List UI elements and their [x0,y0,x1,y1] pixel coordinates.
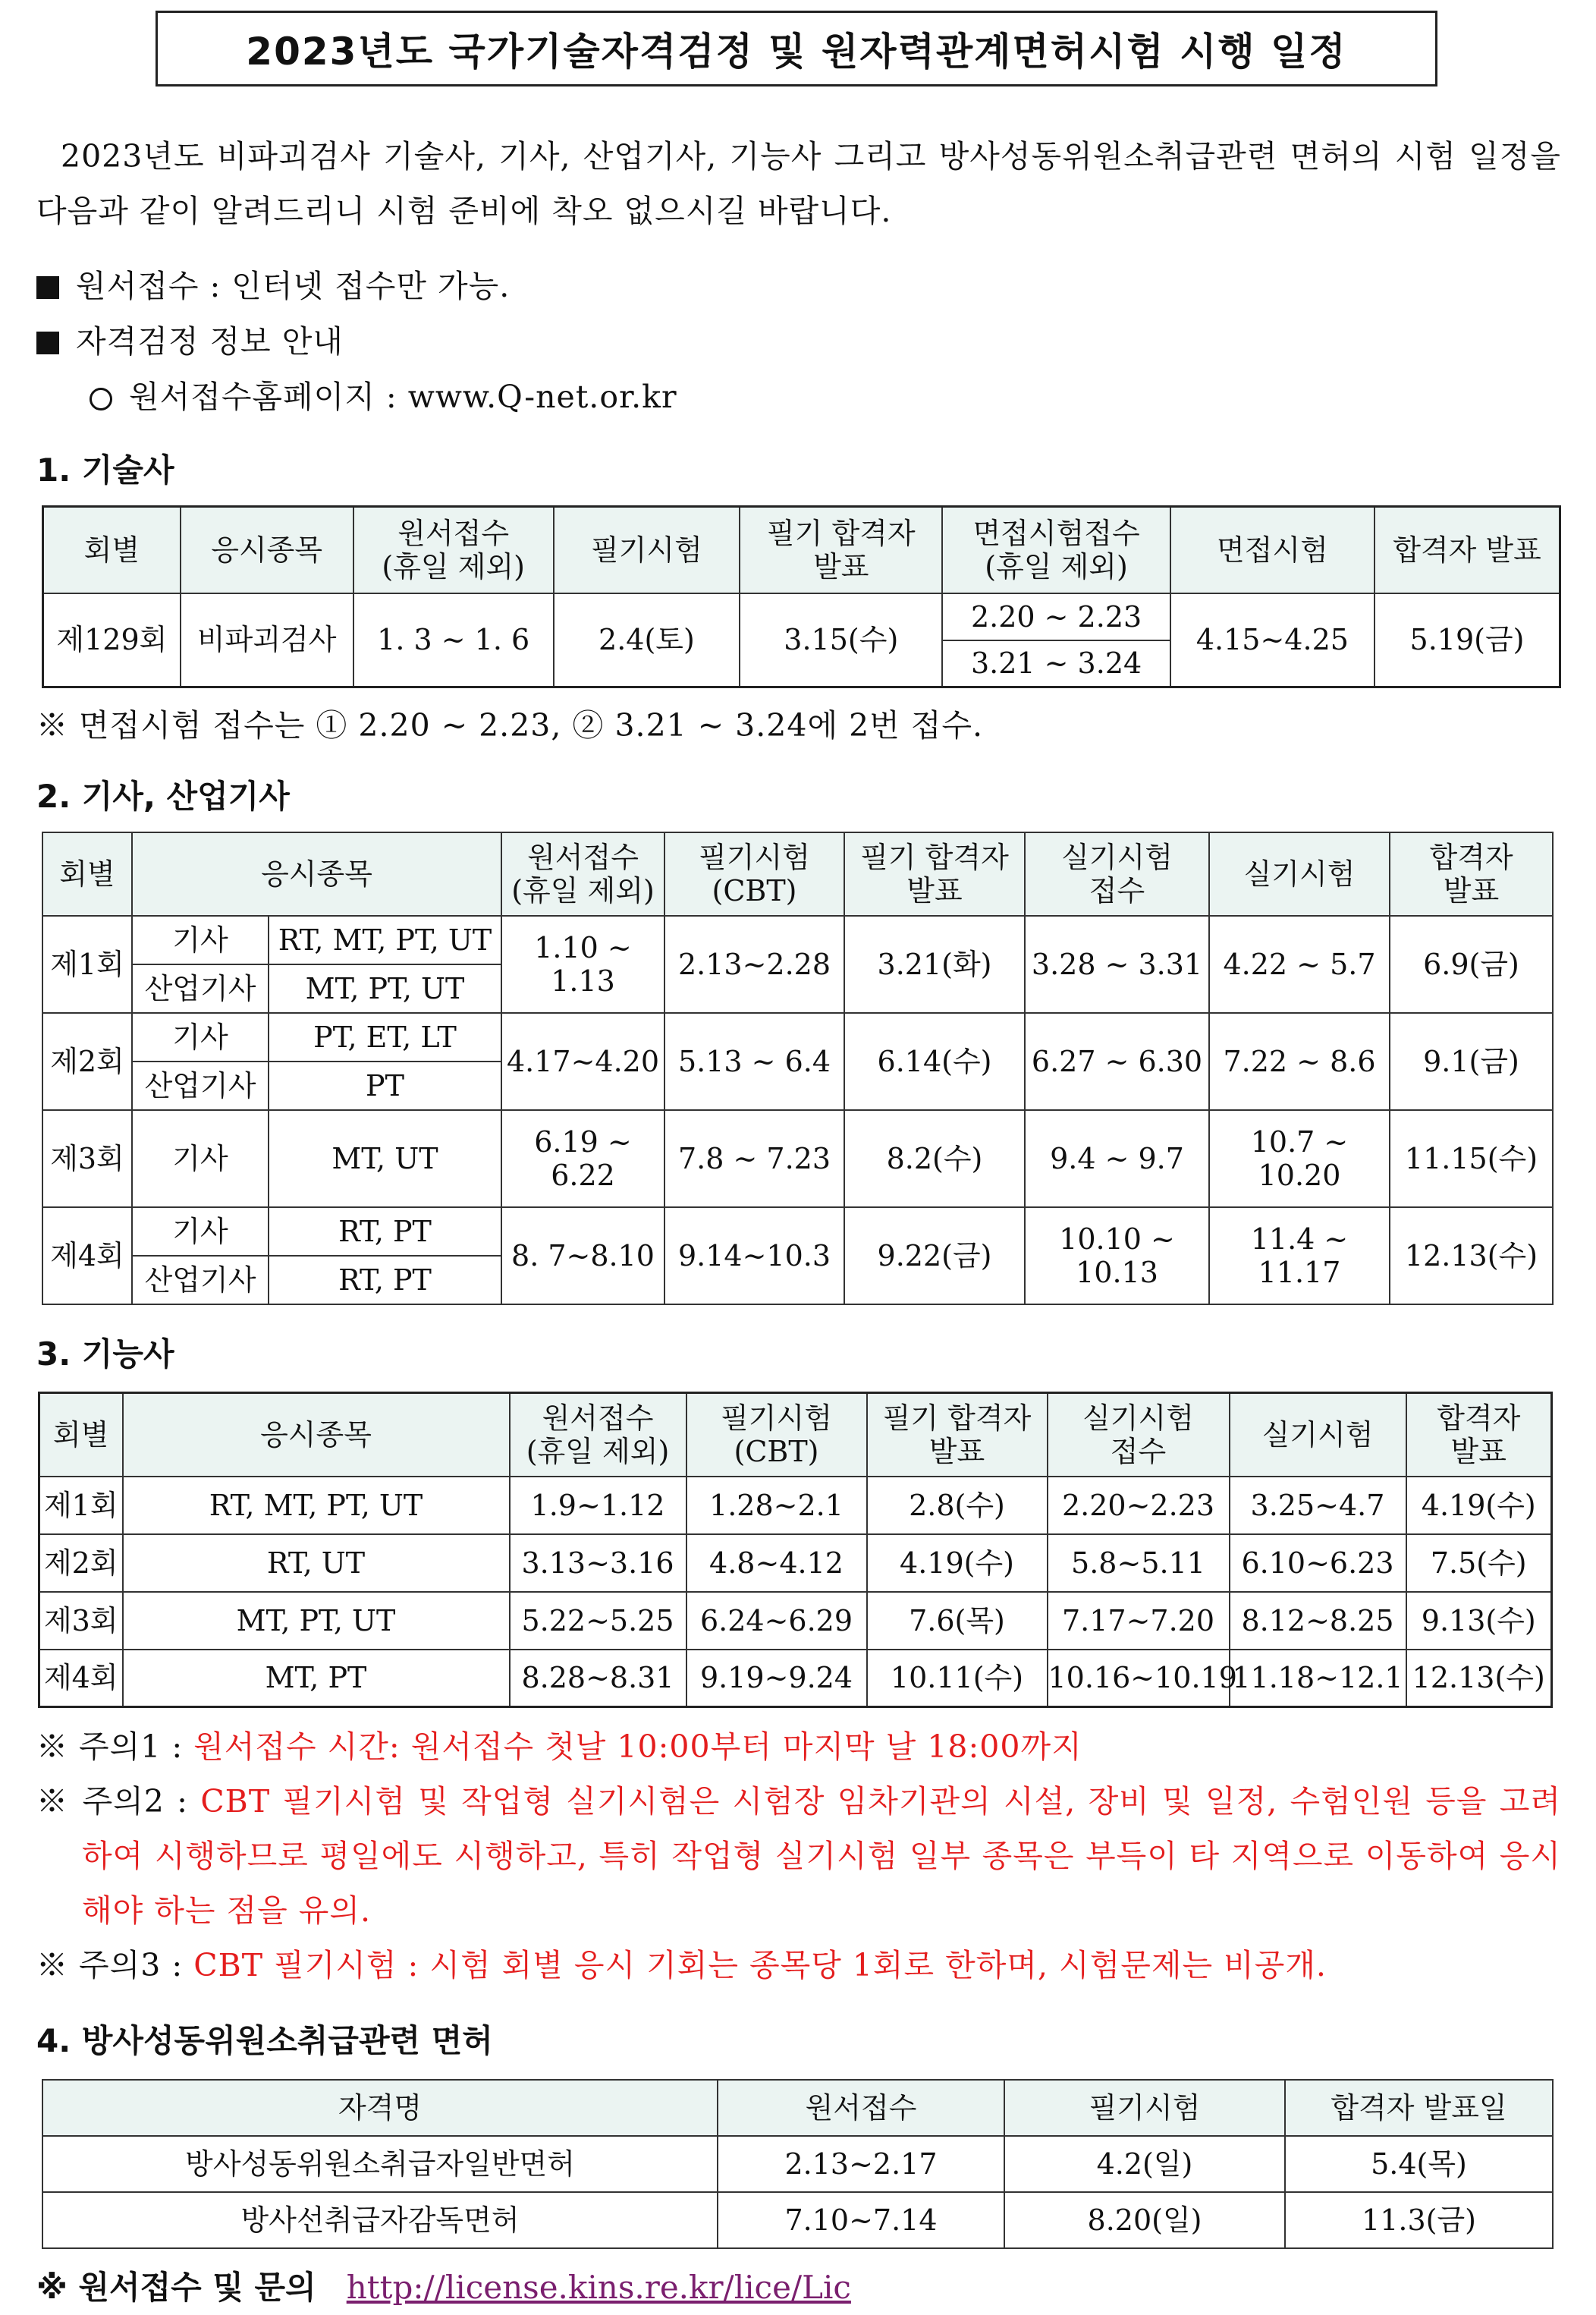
col-header: 원서접수 (휴일 제외) [353,507,554,593]
col-header: 실기시험 [1209,832,1390,916]
table-row: 산업기사 PT [42,1062,1553,1110]
note-3: ※ 주의3 : CBT 필기시험 : 시험 회별 응시 기회는 종목당 1회로 한하며, 시험문제는 비공개. [36,1947,1327,1983]
table-row: 제1회 RT, MT, PT, UT 1.9~1.12 1.28~2.1 2.8(수) 2.20~2.23 3.25~4.7 4.19(수) [39,1477,1552,1534]
table-row: 산업기사 RT, PT [42,1256,1553,1304]
intro-paragraph: 2023년도 비파괴검사 기술사, 기사, 산업기사, 기능사 그리고 방사성동위원소취급관련 면허의 시험 일정을 다음과 같이 알려드리니 시험 준비에 착오 없으시길 바랍니다. [36,138,1561,229]
table-row: 제1회 기사 RT, MT, PT, UT 1.10 ~ 1.13 2.13~2.28 3.21(화) 3.28 ~ 3.31 4.22 ~ 5.7 6.9(금) [42,916,1553,964]
table-row: 방사성동위원소취급자일반면허 2.13~2.17 4.2(일) 5.4(목) [42,2136,1553,2192]
col-header: 합격자 발표 [1375,507,1560,593]
section4-heading: 4. 방사성동위원소취급관련 면허 [36,2022,493,2059]
section2-heading: 2. 기사, 산업기사 [36,778,290,815]
col-header: 실기시험 접수 [1048,1393,1230,1477]
col-header: 면접시험접수 (휴일 제외) [942,507,1170,593]
col-header: 응시종목 [132,832,501,916]
table-row: 3.21 ~ 3.24 [43,640,1560,687]
col-header: 회별 [42,832,132,916]
col-header: 필기 합격자 발표 [867,1393,1048,1477]
section3-heading: 3. 기능사 [36,1335,174,1373]
table-row: 제3회 MT, PT, UT 5.22~5.25 6.24~6.29 7.6(목) 7.17~7.20 8.12~8.25 9.13(수) [39,1592,1552,1650]
table-header-row [42,2080,1553,2136]
col-header: 합격자 발표 [1390,832,1553,916]
table-row: 방사선취급자감독면허 7.10~7.14 8.20(일) 11.3(금) [42,2192,1553,2248]
col-header: 합격자 발표일 [1285,2080,1553,2136]
section1-note: ※ 면접시험 접수는 ① 2.20 ~ 2.23, ② 3.21 ~ 3.24에 2번 접수. [36,707,984,744]
square-bullet-icon [36,276,59,299]
table-row: 제3회 기사 MT, UT 6.19 ~ 6.22 7.8 ~ 7.23 8.2(수) 9.4 ~ 9.7 10.7 ~ 10.20 11.15(수) [42,1110,1553,1207]
table-row: 제2회 RT, UT 3.13~3.16 4.8~4.12 4.19(수) 5.8~5.11 6.10~6.23 7.5(수) [39,1534,1552,1592]
table-header-row [42,832,1553,916]
circle-bullet-icon [90,388,112,410]
col-header: 필기시험 (CBT) [686,1393,867,1477]
footer-contact [36,2265,851,2310]
col-header: 자격명 [42,2080,718,2136]
license-link[interactable]: http://license.kins.re.kr/lice/Lic [346,2269,851,2306]
col-header: 실기시험 접수 [1025,832,1209,916]
col-header: 합격자 발표 [1406,1393,1552,1477]
section4-table [42,2079,1554,2249]
col-header: 실기시험 [1230,1393,1406,1477]
section2-table [42,832,1554,1305]
note-1: ※ 주의1 : 원서접수 시간: 원서접수 첫날 10:00부터 마지막 날 18:00까지 [36,1728,1082,1765]
footer-label: ※ 원서접수 및 문의 [36,2269,316,2306]
bullet-homepage: 원서접수홈페이지 : www.Q-net.or.kr [90,374,677,420]
col-header: 응시종목 [123,1393,510,1477]
col-header: 회별 [43,507,181,593]
table-header-row [39,1393,1552,1477]
square-bullet-icon [36,332,59,354]
table-row: 제4회 기사 RT, PT 8. 7~8.10 9.14~10.3 9.22(금) 10.10 ~ 10.13 11.4 ~ 11.17 12.13(수) [42,1207,1553,1256]
section1-heading: 1. 기술사 [36,451,174,489]
table-row: 제4회 MT, PT 8.28~8.31 9.19~9.24 10.11(수) 10.16~10.19 11.18~12.1 12.13(수) [39,1650,1552,1707]
col-header: 원서접수 (휴일 제외) [501,832,664,916]
table-row: 산업기사 MT, PT, UT [42,964,1553,1013]
page-title: 2023년도 국가기술자격검정 및 원자력관계면허시험 시행 일정 [156,11,1437,86]
col-header: 응시종목 [181,507,353,593]
col-header: 필기시험 [554,507,740,593]
col-header: 필기 합격자 발표 [844,832,1025,916]
col-header: 원서접수 (휴일 제외) [510,1393,686,1477]
notes-block [36,1719,1561,1993]
col-header: 원서접수 [718,2080,1004,2136]
table-row: 제2회 기사 PT, ET, LT 4.17~4.20 5.13 ~ 6.4 6.14(수) 6.27 ~ 6.30 7.22 ~ 8.6 9.1(금) [42,1013,1553,1062]
col-header: 필기시험 (CBT) [664,832,844,916]
col-header: 필기 합격자 발표 [740,507,942,593]
note-2: ※ 주의2 : CBT 필기시험 및 작업형 실기시험은 시험장 임차기관의 시설, 장비 및 일정, 수험인원 등을 고려하여 시행하므로 평일에도 시행하고, 특히 작업형 실기시험 일부 종목은 부득이 타 지역으로 이동하여 응시해야 하는 점을 유의. [36,1783,1561,1929]
section1-table [42,505,1561,688]
col-header: 회별 [39,1393,123,1477]
table-header-row [43,507,1560,593]
col-header: 면접시험 [1170,507,1375,593]
bullet-info: 자격검정 정보 안내 [36,319,344,364]
bullet-apply: 원서접수 : 인터넷 접수만 가능. [36,263,510,309]
col-header: 필기시험 [1004,2080,1285,2136]
section3-table [38,1392,1553,1708]
table-row: 제129회 비파괴검사 1. 3 ~ 1. 6 2.4(토) 3.15(수) 2.20 ~ 2.23 4.15~4.25 5.19(금) [43,593,1560,640]
